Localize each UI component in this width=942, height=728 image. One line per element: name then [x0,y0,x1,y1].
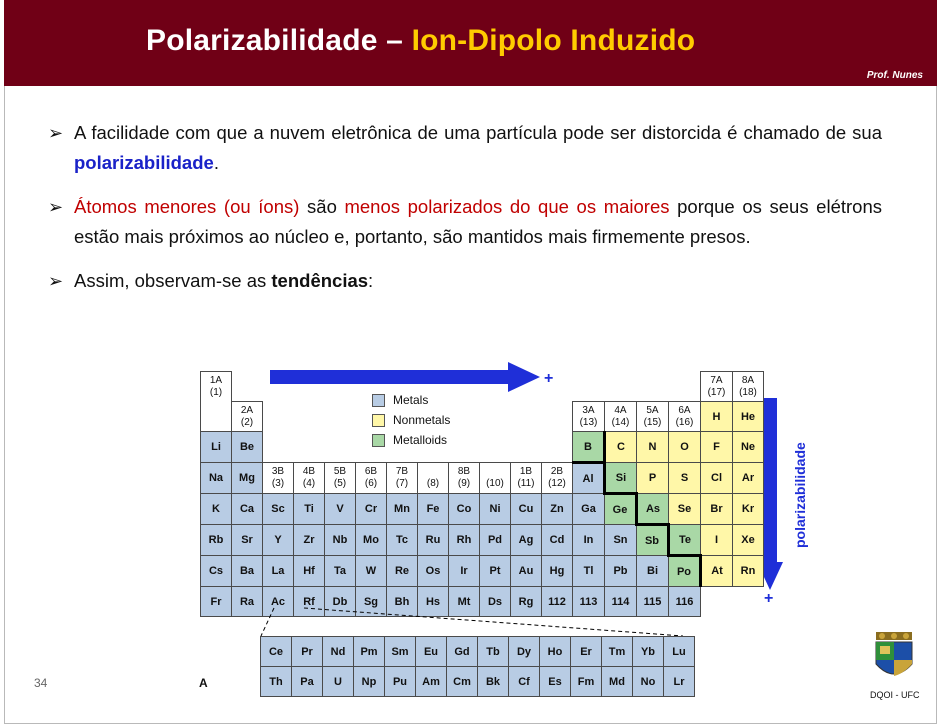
legend-metals-label: Metals [393,393,429,407]
element-cell: Hf [294,556,325,587]
element-cell: 114 [605,587,637,617]
element-cell: S [669,463,701,494]
group-header: 6A (16) [669,402,701,432]
group-header: (8) [418,463,449,494]
element-cell: Mn [387,494,418,525]
element-cell: Kr [733,494,764,525]
element-cell: Eu [416,637,447,667]
element-cell: Bi [637,556,669,587]
university-crest-icon [872,630,916,686]
element-cell: Tl [573,556,605,587]
element-cell: Pr [292,637,323,667]
element-cell: 112 [542,587,573,617]
table-row [201,432,764,463]
element-cell: Lr [664,667,695,697]
element-cell: 115 [637,587,669,617]
element-cell: Mt [449,587,480,617]
table-row [261,667,695,697]
element-cell: Ds [480,587,511,617]
element-cell: Os [418,556,449,587]
group-header: 3B (3) [263,463,294,494]
element-cell: Md [602,667,633,697]
element-cell: N [637,432,669,463]
element-cell: No [633,667,664,697]
bullet-2-text-1: são [299,196,345,217]
element-cell: Tm [602,637,633,667]
element-cell: Na [201,463,232,494]
element-cell: K [201,494,232,525]
element-cell: Yb [633,637,664,667]
element-cell: Hg [542,556,573,587]
element-cell: Y [263,525,294,556]
element-cell: Ni [480,494,511,525]
horizontal-plus: + [544,370,554,387]
element-cell: B [573,432,605,463]
group-header: 1B (11) [511,463,542,494]
element-cell: In [573,525,605,556]
element-cell: Pb [605,556,637,587]
element-cell: Nd [323,637,354,667]
bullet-3 [48,266,882,296]
element-cell: Ru [418,525,449,556]
element-cell: Cf [509,667,540,697]
bullet-arrow-icon: ➢ [48,197,64,217]
bullet-arrow-icon: ➢ [48,271,64,291]
group-header: (10) [480,463,511,494]
group-header: 7B (7) [387,463,418,494]
table-row [201,494,764,525]
element-cell: Xe [733,525,764,556]
slide-header [4,0,937,86]
slide-title [146,24,695,58]
element-cell: I [701,525,733,556]
element-cell: Au [511,556,542,587]
element-cell: Se [669,494,701,525]
element-cell: Al [573,463,605,494]
department-label: DQOI - UFC [870,690,920,700]
element-cell: Bk [478,667,509,697]
element-cell: V [325,494,356,525]
element-cell: O [669,432,701,463]
element-cell: Po [669,556,701,587]
group-header-gap [201,402,232,432]
element-cell: Pm [354,637,385,667]
bullet-3-bold: tendências [271,270,369,291]
element-cell: Nb [325,525,356,556]
element-cell: H [701,402,733,432]
element-cell: Pu [385,667,416,697]
bullet-list [48,118,882,310]
f-block-connector [258,606,690,640]
element-cell: Co [449,494,480,525]
element-cell: Re [387,556,418,587]
element-cell: F [701,432,733,463]
element-cell: Ir [449,556,480,587]
bullet-1-end: . [213,152,219,173]
bullet-2-red-1: Átomos menores (ou íons) [74,196,300,217]
table-row [201,402,764,432]
element-cell: Pd [480,525,511,556]
table-row [201,556,764,587]
element-cell: Mo [356,525,387,556]
polarizability-label: polarizabilidade [792,442,808,548]
element-cell: Br [701,494,733,525]
periodic-table [200,371,764,617]
element-cell: Th [261,667,292,697]
element-cell: Fm [571,667,602,697]
bullet-arrow-icon: ➢ [48,123,64,143]
element-cell: Hs [418,587,449,617]
element-cell: Gd [447,637,478,667]
bullet-2-red-2: menos polarizados do que os maiores [344,196,670,217]
element-cell: 113 [573,587,605,617]
table-row [201,525,764,556]
group-header: 5A (15) [637,402,669,432]
element-cell: Tc [387,525,418,556]
element-cell: Fe [418,494,449,525]
element-cell: Cs [201,556,232,587]
element-cell: Sm [385,637,416,667]
element-cell: Ce [261,637,292,667]
element-cell: Ca [232,494,263,525]
page-number: 34 [34,676,48,690]
element-cell: Ra [232,587,263,617]
element-cell: 116 [669,587,701,617]
element-cell: Sb [637,525,669,556]
element-cell: As [637,494,669,525]
element-cell: Dy [509,637,540,667]
element-cell: Ar [733,463,764,494]
element-cell: Sn [605,525,637,556]
element-cell: Cm [447,667,478,697]
group-header: 2B (12) [542,463,573,494]
table-row [201,372,764,402]
bullet-1 [48,118,882,178]
bullet-3-end: : [368,270,374,291]
element-cell: C [605,432,637,463]
element-cell: Rn [733,556,764,587]
element-cell: Cd [542,525,573,556]
bullet-1-highlight: polarizabilidade [74,152,214,173]
element-cell: Mg [232,463,263,494]
element-cell: Sg [356,587,387,617]
title-main: Polarizabilidade – [146,24,412,57]
group-header: 5B (5) [325,463,356,494]
bullet-1-text: A facilidade com que a nuvem eletrônica de uma partícula pode ser distorcida é chamado de sua [74,122,882,143]
element-cell: Lu [664,637,695,667]
table-row [201,463,764,494]
element-cell: Li [201,432,232,463]
element-cell: Ba [232,556,263,587]
element-cell: Cl [701,463,733,494]
element-cell: Tb [478,637,509,667]
element-cell: P [637,463,669,494]
element-cell: Rh [449,525,480,556]
bullet-3-text: Assim, observam-se as [74,270,272,291]
element-cell: Te [669,525,701,556]
element-cell: Ne [733,432,764,463]
table-letter: A [199,676,208,690]
element-cell: La [263,556,294,587]
group-header: 1A (1) [201,372,232,402]
element-cell: Cu [511,494,542,525]
element-cell: Cr [356,494,387,525]
element-cell: Si [605,463,637,494]
element-cell: Pt [480,556,511,587]
element-cell: Zn [542,494,573,525]
element-cell: Rf [294,587,325,617]
element-cell: Ac [263,587,294,617]
legend-nonmetals-label: Nonmetals [393,413,451,427]
element-cell: Zr [294,525,325,556]
element-cell: Np [354,667,385,697]
element-cell: Be [232,432,263,463]
element-cell: Ta [325,556,356,587]
bullet-2-text-2: porque os seus elétrons estão mais próximos ao núcleo e, portanto, são mantidos mais firmemente presos. [74,196,883,247]
element-cell: At [701,556,733,587]
element-cell: Ti [294,494,325,525]
element-cell: Fr [201,587,232,617]
element-cell: Sc [263,494,294,525]
author-label: Prof. Nunes [866,70,923,81]
element-cell: Ge [605,494,637,525]
vertical-plus: + [764,590,774,607]
element-cell: Pa [292,667,323,697]
element-cell: Sr [232,525,263,556]
element-cell: Bh [387,587,418,617]
f-block-table [260,636,695,697]
element-cell: Rg [511,587,542,617]
legend-metalloids-label: Metalloids [393,433,448,447]
group-header: 6B (6) [356,463,387,494]
element-cell: He [733,402,764,432]
element-cell: U [323,667,354,697]
group-header: 4B (4) [294,463,325,494]
group-header: 7A (17) [701,372,733,402]
group-header: 8A (18) [733,372,764,402]
element-cell: Ag [511,525,542,556]
element-cell: Es [540,667,571,697]
title-highlight: Ion-Dipolo Induzido [411,24,696,57]
element-cell: W [356,556,387,587]
group-header: 8B (9) [449,463,480,494]
group-header: 2A (2) [232,402,263,432]
element-cell: Rb [201,525,232,556]
element-cell: Db [325,587,356,617]
element-cell: Am [416,667,447,697]
element-cell: Ho [540,637,571,667]
element-cell: Er [571,637,602,667]
group-header: 3A (13) [573,402,605,432]
group-header: 4A (14) [605,402,637,432]
element-cell: Ga [573,494,605,525]
table-row [261,637,695,667]
bullet-2 [48,192,882,252]
